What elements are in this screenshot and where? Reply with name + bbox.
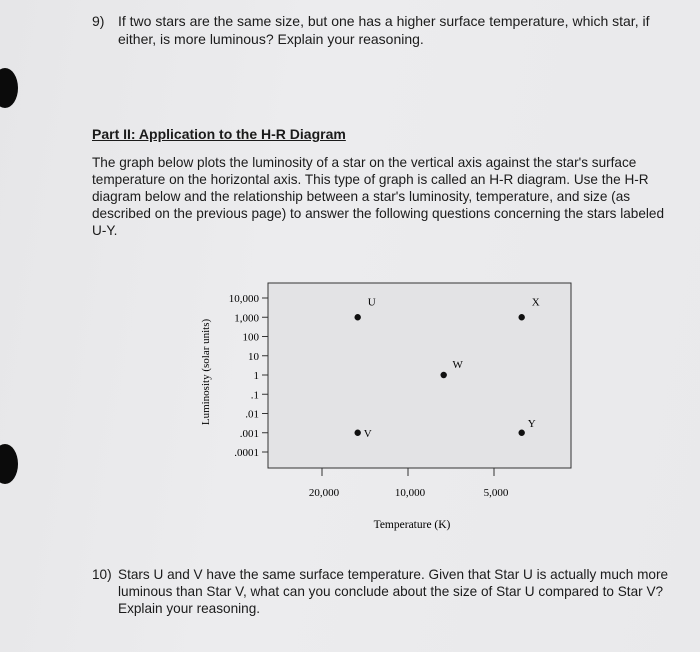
x-tick-label: 5,000 bbox=[483, 487, 509, 499]
y-tick-label: 1 bbox=[253, 370, 259, 382]
x-tick-label: 10,000 bbox=[394, 487, 426, 499]
y-tick-label: 10 bbox=[248, 350, 259, 363]
question-10-number: 10) bbox=[92, 567, 112, 582]
part-2-intro: The graph below plots the luminosity of a star on the vertical axis against the star's surface temperature on the horizontal axis. This type of graph is called an H-R diagram. Use the H-R diagram below and the relationship between a star's luminosity, temperature, and size (as described on the previous page) to answer the following questions concerning the stars labeled U-Y. bbox=[92, 155, 665, 238]
x-axis-label: Temperature (K) bbox=[373, 519, 451, 531]
star-label-x: X bbox=[531, 296, 540, 309]
star-point-y bbox=[518, 430, 524, 436]
y-tick-label: 100 bbox=[242, 331, 259, 344]
question-9-text: If two stars are the same size, but one has a higher surface temperature, which star, if either, is more luminous? Explain your reasoning. bbox=[118, 13, 650, 47]
part-2-heading: Part II: Application to the H-R Diagram bbox=[92, 126, 346, 142]
y-tick-label: .0001 bbox=[234, 447, 259, 459]
x-axis bbox=[309, 468, 509, 499]
y-tick-label: .01 bbox=[245, 408, 259, 421]
star-point-x bbox=[518, 314, 524, 320]
star-point-u bbox=[354, 314, 360, 320]
y-axis-label: Luminosity (solar units) bbox=[200, 318, 212, 426]
y-tick-label: .1 bbox=[250, 389, 259, 402]
y-axis bbox=[229, 290, 268, 462]
question-10-text: Stars U and V have the same surface temperature. Given that Star U is actually much more luminous than Star V, what can you conclude about the size of Star U compared to Star V? Explain your reasoning. bbox=[118, 567, 669, 616]
y-tick-label: .001 bbox=[239, 427, 259, 440]
y-tick-label: 1,000 bbox=[234, 312, 259, 325]
star-point-w bbox=[440, 372, 446, 378]
star-label-w: W bbox=[452, 359, 463, 371]
star-label-v: V bbox=[363, 427, 372, 440]
x-tick-label: 20,000 bbox=[308, 487, 340, 499]
question-9-number: 9) bbox=[92, 13, 105, 29]
plot-area bbox=[268, 283, 571, 468]
star-point-v bbox=[354, 430, 360, 436]
y-tick-label: 10,000 bbox=[228, 293, 259, 305]
star-label-u: U bbox=[367, 296, 376, 309]
star-label-y: Y bbox=[527, 417, 536, 430]
